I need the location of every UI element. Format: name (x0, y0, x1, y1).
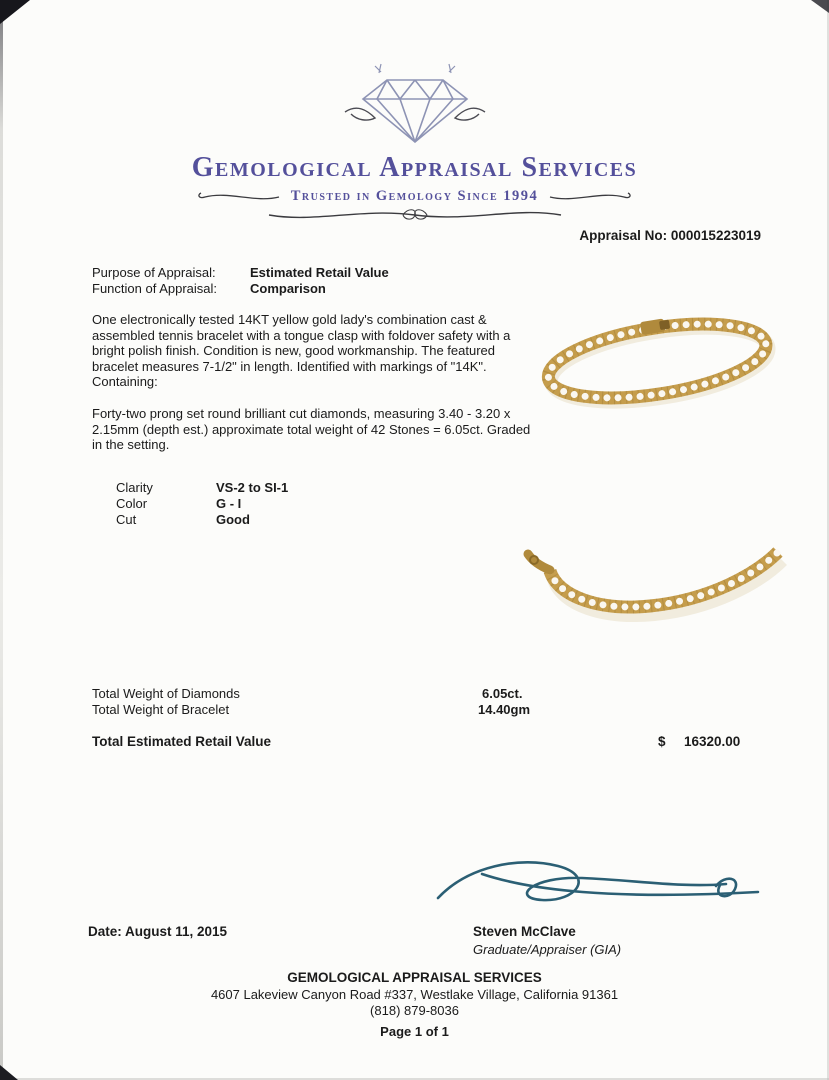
appraiser-name: Steven McClave (473, 924, 576, 939)
total-weight-bracelet-label: Total Weight of Bracelet (92, 702, 230, 717)
total-weight-diamonds-label: Total Weight of Diamonds (92, 686, 240, 701)
appraiser-title: Graduate/Appraiser (GIA) (473, 942, 622, 957)
total-retail-value-amount: 16320.00 (684, 734, 741, 749)
function-label: Function of Appraisal: (92, 281, 218, 296)
scan-corner-bottom-left (0, 1065, 18, 1080)
grading-value-clarity: VS-2 to SI-1 (216, 480, 289, 495)
purpose-value: Estimated Retail Value (250, 265, 389, 280)
item-description: One electronically tested 14KT yellow gold lady's combination cast & assembled tennis bracelet with a tongue clasp with foldover safety with a bright polish finish. Condition is new, good workmanship. The featured bracelet measures 7-1/2" in length. Identified with markings of "14K". Containing: (92, 312, 511, 389)
footer-org-name: GEMOLOGICAL APPRAISAL SERVICES (287, 970, 542, 985)
grading-value-cut: Good (216, 512, 250, 527)
appraisal-number-label: Appraisal No: (579, 228, 668, 243)
page-indicator: Page 1 of 1 (380, 1024, 449, 1039)
bracelet-photo-top (518, 298, 796, 423)
signature-image (420, 852, 770, 930)
tagline-row (0, 188, 829, 205)
scan-corner-top-left (0, 0, 30, 24)
grading-label-color: Color (116, 496, 148, 511)
total-retail-value-label: Total Estimated Retail Value (92, 734, 272, 749)
date-line (88, 924, 227, 941)
flourish-left-icon (195, 190, 281, 204)
org-title: Gemological Appraisal Services (191, 152, 638, 183)
total-weight-bracelet-value: 14.40gm (478, 702, 531, 717)
currency-symbol: $ (658, 734, 666, 749)
date-label: Date: (88, 924, 122, 939)
appraisal-number-value: 000015223019 (670, 228, 761, 243)
function-value: Comparison (250, 281, 326, 296)
stones-description: Forty-two prong set round brilliant cut diamonds, measuring 3.40 - 3.20 x 2.15mm (depth est.) approximate total weight of 42 Stones = 6.05ct. Graded in the setting. (92, 406, 531, 452)
purpose-label: Purpose of Appraisal: (92, 265, 216, 280)
total-weight-diamonds-value: 6.05ct. (482, 686, 523, 701)
grading-label-cut: Cut (116, 512, 137, 527)
header-ornament (0, 206, 829, 229)
date-value: August 11, 2015 (125, 924, 228, 939)
scroll-ornament-icon (265, 206, 565, 224)
signature-block (420, 852, 770, 930)
bracelet-photo-bottom (518, 518, 796, 633)
grading-label-clarity: Clarity (116, 480, 153, 495)
appraisal-number (579, 228, 761, 245)
diamond-logo-icon (337, 52, 493, 152)
flourish-right-icon (548, 190, 634, 204)
tagline: Trusted in Gemology Since 1994 (290, 188, 539, 204)
footer-address: 4607 Lakeview Canyon Road #337, Westlake Village, California 91361 (210, 987, 619, 1002)
grading-value-color: G - I (216, 496, 242, 511)
scan-corner-top-right (811, 0, 829, 13)
footer-phone: (818) 879-8036 (370, 1003, 459, 1018)
